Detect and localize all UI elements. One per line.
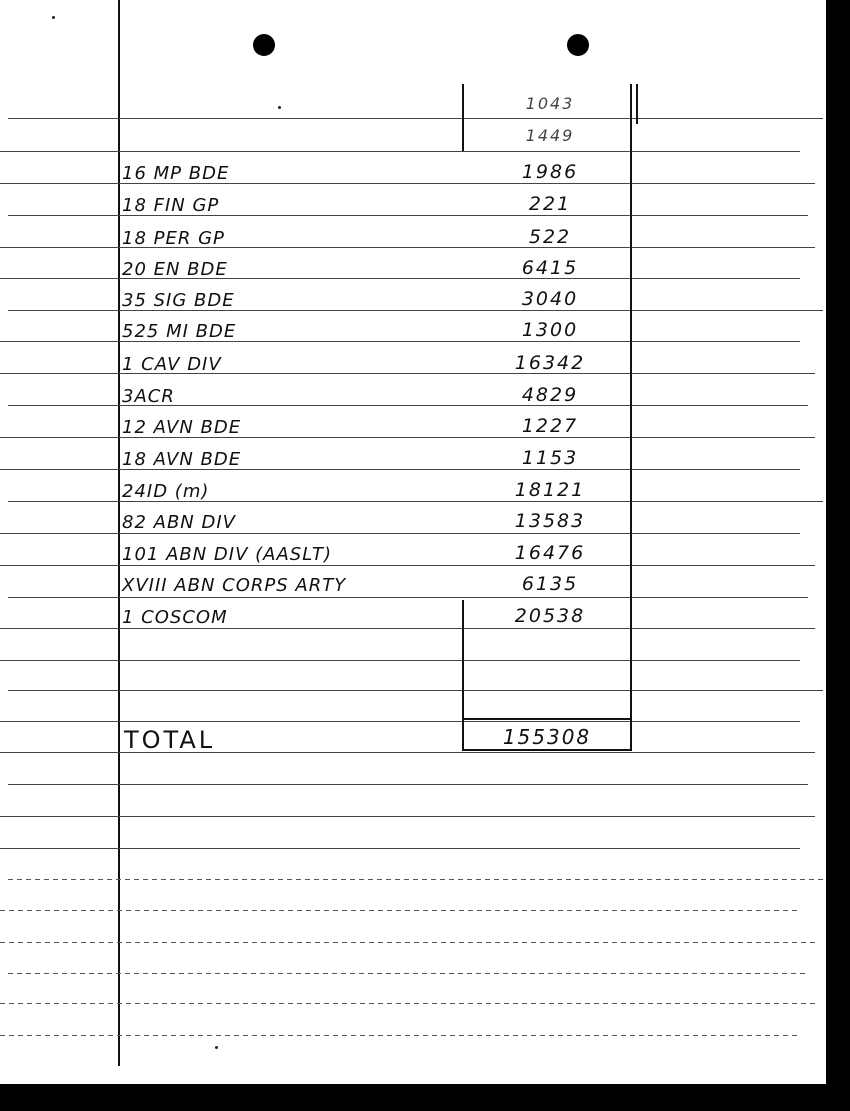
ruled-line: [8, 690, 823, 691]
unit-label: 101 ABN DIV (AASLT): [122, 544, 333, 565]
scan-edge-right: [826, 0, 850, 1111]
unit-value: 6415: [521, 257, 579, 279]
total-label: TOTAL: [124, 726, 216, 754]
ruled-line: [0, 628, 815, 629]
ruled-line: [8, 597, 808, 598]
unit-value: 6135: [521, 573, 579, 595]
unit-label: 16 MP BDE: [122, 163, 230, 184]
ruled-line: [0, 660, 800, 661]
ink-speck: [215, 1046, 218, 1049]
unit-value: 4829: [521, 384, 579, 406]
ink-speck: [52, 16, 55, 19]
ruled-line: [0, 533, 800, 534]
unit-label: 525 MI BDE: [122, 321, 237, 342]
unit-value: 16476: [514, 542, 586, 564]
unit-label: 3ACR: [122, 386, 175, 407]
ruled-line: [0, 816, 815, 817]
ruled-line: [0, 565, 815, 566]
unit-label: 18 AVN BDE: [122, 449, 242, 470]
ruled-line: [0, 910, 800, 911]
unit-value: 522: [528, 226, 572, 248]
unit-value: 1227: [521, 415, 579, 437]
ruled-line: [0, 151, 800, 152]
column-border-left-top: [462, 84, 464, 151]
unit-value: 18121: [514, 479, 586, 501]
total-value: 155308: [502, 725, 592, 749]
column-border-right: [630, 84, 632, 718]
unit-label: XVIII ABN CORPS ARTY: [122, 575, 347, 596]
unit-label: 24ID (m): [122, 481, 210, 502]
unit-value: 13583: [514, 510, 586, 532]
scan-edge-bottom: [0, 1084, 850, 1111]
unit-label: 1 COSCOM: [122, 607, 228, 628]
column-border-left-bottom: [462, 600, 464, 720]
punch-hole-left: [253, 34, 275, 56]
unit-value: 1043: [525, 94, 575, 113]
column-border-right-outer: [636, 84, 638, 124]
unit-label: 82 ABN DIV: [122, 512, 236, 533]
unit-value: 1986: [521, 161, 579, 183]
unit-label: 18 PER GP: [122, 228, 225, 249]
ruled-line: [8, 784, 808, 785]
unit-label: 20 EN BDE: [122, 259, 228, 280]
ruled-line: [8, 879, 823, 880]
ruled-line: [8, 973, 808, 974]
ruled-line: [0, 942, 815, 943]
ruled-line: [0, 721, 800, 722]
unit-value: 1153: [521, 447, 579, 469]
unit-label: 35 SIG BDE: [122, 290, 235, 311]
ruled-line: [0, 341, 800, 342]
unit-value: 1300: [521, 319, 579, 341]
ruled-line: [8, 118, 823, 119]
ruled-line: [0, 1003, 815, 1004]
unit-label: 1 CAV DIV: [122, 354, 222, 375]
ruled-line: [0, 752, 815, 753]
total-box: [462, 718, 632, 751]
ruled-line: [0, 278, 800, 279]
ruled-line: [0, 1035, 800, 1036]
unit-label: 18 FIN GP: [122, 195, 220, 216]
unit-value: 3040: [521, 288, 579, 310]
ink-speck: [278, 106, 281, 109]
ruled-line: [0, 469, 800, 470]
ruled-line: [0, 848, 800, 849]
unit-value: 1449: [525, 126, 575, 145]
punch-hole-right: [567, 34, 589, 56]
unit-label: 12 AVN BDE: [122, 417, 242, 438]
unit-value: 20538: [514, 605, 586, 627]
unit-value: 16342: [514, 352, 586, 374]
unit-value: 221: [528, 193, 572, 215]
